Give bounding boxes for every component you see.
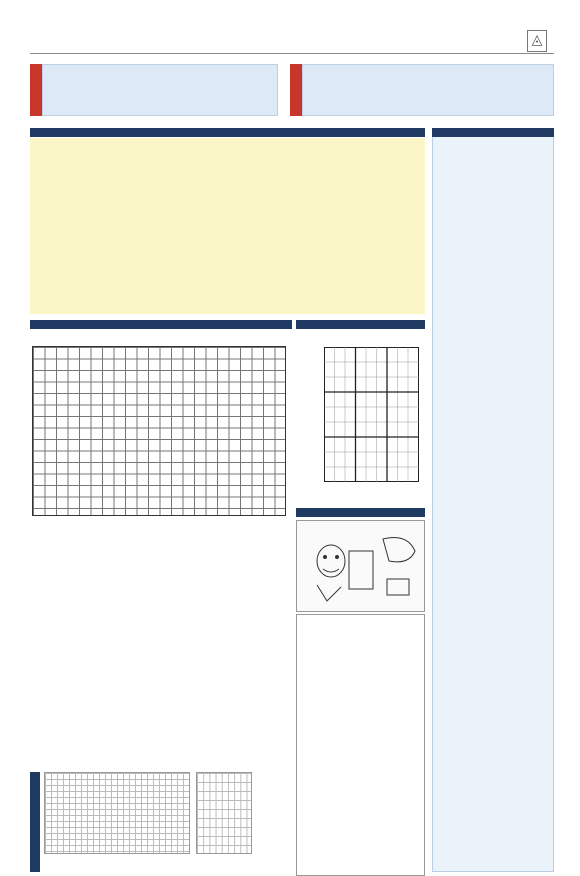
sudoku-grid[interactable]: [324, 347, 419, 482]
newspaper-logo: ◬: [527, 30, 547, 52]
cruciverba-title: [30, 320, 292, 329]
lotto-panel: [296, 614, 425, 876]
crossword-grid[interactable]: [32, 346, 286, 516]
rebus-drawing: [297, 521, 424, 611]
soluzione-cruciverba: [44, 772, 190, 854]
oroscopo-title: [30, 128, 425, 137]
oroscopo-box: [30, 138, 425, 314]
soluzione-rebus: [258, 772, 292, 854]
meteo-panel: [432, 128, 554, 872]
soluzioni-tag: [30, 772, 40, 872]
proverbi-tag-left: [30, 64, 42, 116]
proverbio-right-2: [430, 68, 550, 74]
header-rule: [30, 53, 554, 54]
rebus-title: [296, 508, 425, 517]
sudoku-title: [296, 320, 425, 329]
rebus-image: [296, 520, 425, 612]
proverbio-left-2: [164, 68, 276, 74]
meteo-title: [432, 128, 554, 137]
proverbi-tag-right: [290, 64, 302, 116]
soluzione-sudoku: [196, 772, 252, 854]
proverbio-right-1: [306, 68, 424, 74]
sudoku-lines: [324, 347, 419, 482]
